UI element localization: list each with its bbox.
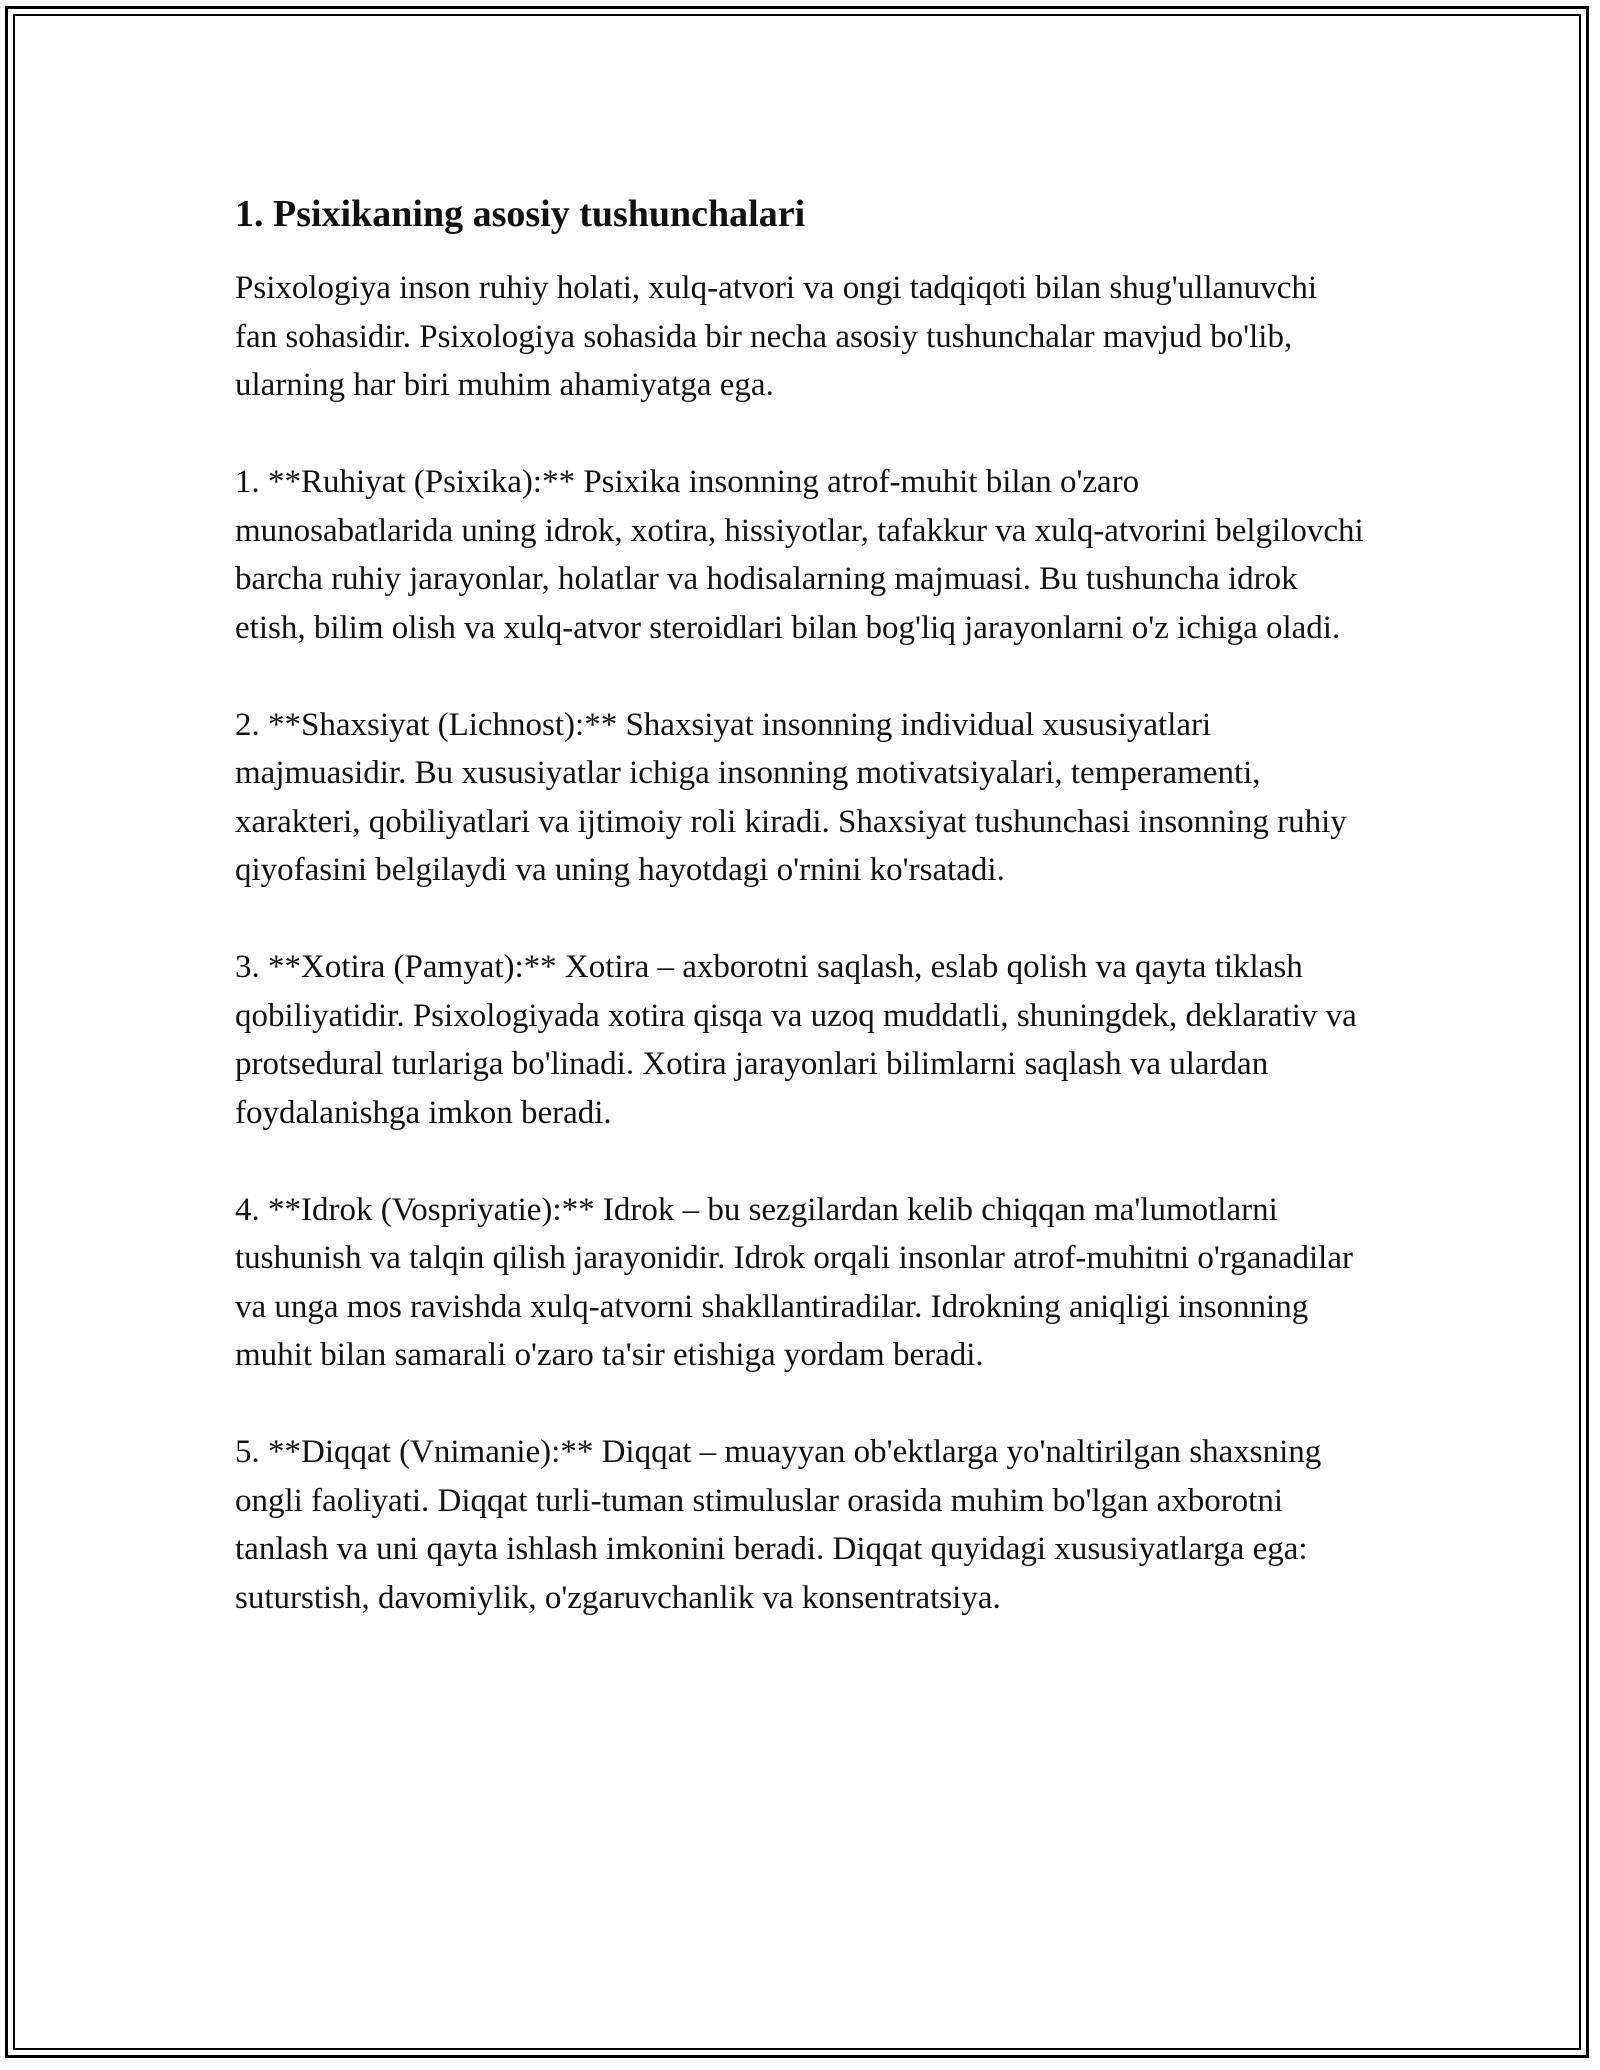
paragraph-ruhiyat: 1. **Ruhiyat (Psixika):** Psixika insonning atrof-muhit bilan o'zaro munosabatlarida uning idrok, xotira, hissiyotlar, tafakkur va xulq-atvorini belgilovchi barcha ruhiy jarayonlar, holatlar va hodisalarning majmuasi. Bu tushuncha idrok etish, bilim olish va xulq-atvor steroidlari bilan bog'liq jarayonlarni o'z ichiga oladi. bbox=[235, 464, 1364, 646]
paragraph-idrok: 4. **Idrok (Vospriyatie):** Idrok – bu sezgilardan kelib chiqqan ma'lumotlarni tushunish va talqin qilish jarayonidir. Idrok orqali insonlar atrof-muhitni o'rganadilar va unga mos ravishda xulq-atvorni shakllantiradilar. Idrokning aniqligi insonning muhit bilan samarali o'zaro ta'sir etishiga yordam beradi. bbox=[235, 1191, 1353, 1373]
section-heading: 1. Psixikaning asosiy tushunchalari bbox=[235, 193, 806, 235]
document-body bbox=[235, 188, 1365, 1622]
paragraph-diqqat: 5. **Diqqat (Vnimanie):** Diqqat – muayyan ob'ektlarga yo'naltirilgan shaxsning ongli faoliyati. Diqqat turli-tuman stimuluslar orasida muhim bo'lgan axborotni tanlash va uni qayta ishlash imkonini beradi. Diqqat quyidagi xususiyatlarga ega: suturstish, davomiylik, o'zgaruvchanlik va konsentratsiya. bbox=[235, 1434, 1322, 1616]
paragraph-shaxsiyat: 2. **Shaxsiyat (Lichnost):** Shaxsiyat insonning individual xususiyatlari majmuasidir. Bu xususiyatlar ichiga insonning motivatsiyalari, temperamenti, xarakteri, qobiliyatlari va ijtimoiy roli kiradi. Shaxsiyat tushunchasi insonning ruhiy qiyofasini belgilaydi va uning hayotdagi o'rnini ko'rsatadi. bbox=[235, 706, 1347, 888]
intro-paragraph: Psixologiya inson ruhiy holati, xulq-atvori va ongi tadqiqoti bilan shug'ullanuvchi fan sohasidir. Psixologiya sohasida bir necha asosiy tushunchalar mavjud bo'lib, ularning har biri muhim ahamiyatga ega. bbox=[235, 270, 1318, 403]
paragraph-xotira: 3. **Xotira (Pamyat):** Xotira – axborotni saqlash, eslab qolish va qayta tiklash qobiliyatidir. Psixologiyada xotira qisqa va uzoq muddatli, shuningdek, deklarativ va protsedural turlariga bo'linadi. Xotira jarayonlari bilimlarni saqlash va ulardan foydalanishga imkon beradi. bbox=[235, 949, 1357, 1131]
